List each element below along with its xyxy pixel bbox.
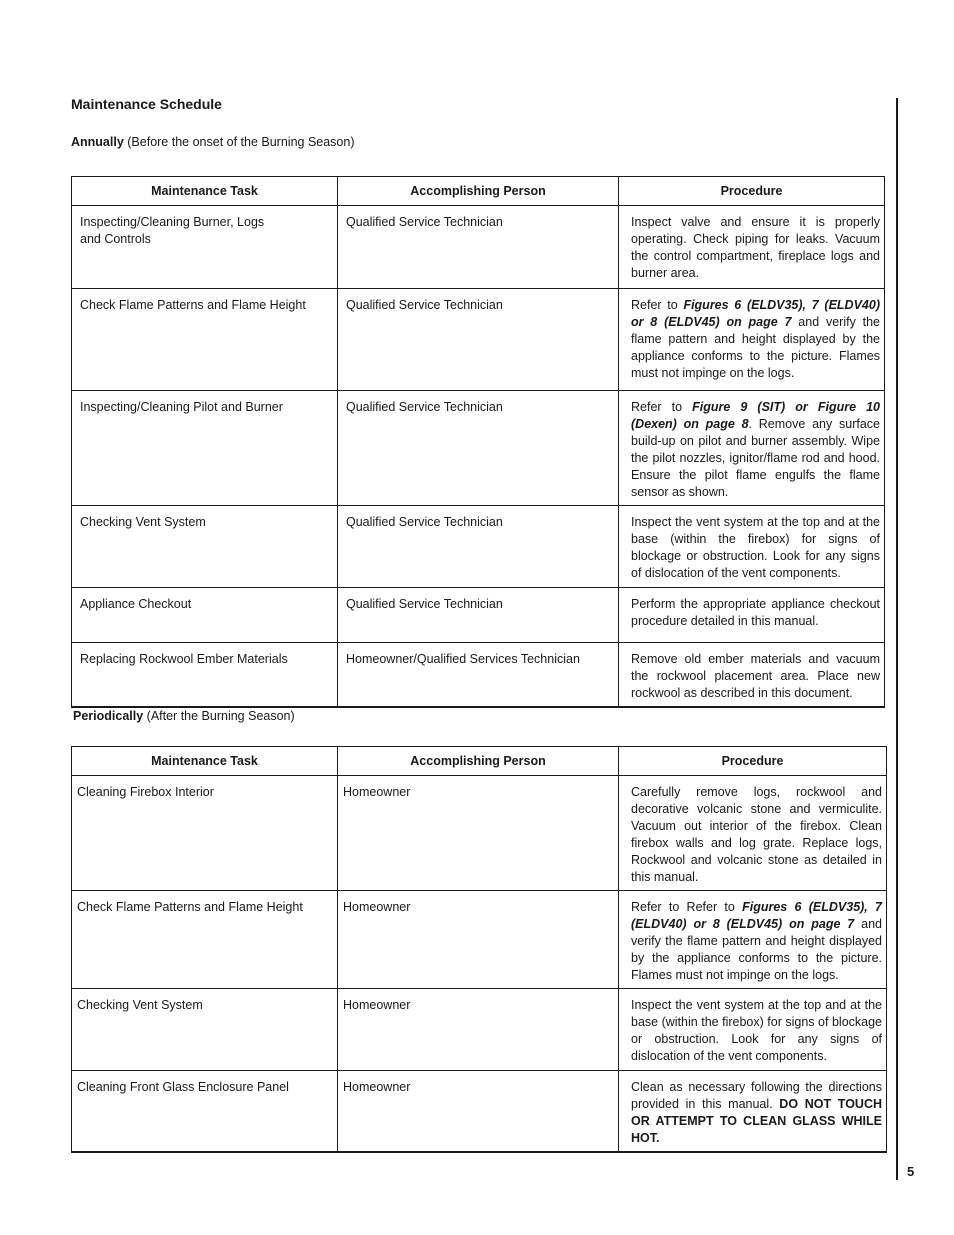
col-header-task: Maintenance Task <box>72 177 338 206</box>
procedure-cell <box>619 1071 887 1153</box>
procedure-cell <box>619 506 885 588</box>
table-row <box>72 643 885 708</box>
procedure-emphasis: Figures 6 (ELDV35), 7 (ELDV40) or 8 (ELDV45) on page 7 <box>631 900 883 931</box>
procedure-text: Carefully remove logs, rockwool and decorative volcanic stone and vermiculite. Vacuum out interior of the firebox. Clean firebox walls and log grate. Replace logs, Rockwool and volcanic stone as detailed in this manual. <box>631 785 882 884</box>
annual-maintenance-table <box>71 176 885 708</box>
annually-label: Annually <box>71 135 124 149</box>
procedure-text: Refer to Refer to <box>631 900 743 914</box>
person-cell: Qualified Service Technician <box>338 506 619 588</box>
annually-note: (Before the onset of the Burning Season) <box>123 135 355 149</box>
person-cell: Homeowner/Qualified Services Technician <box>338 643 619 708</box>
task-cell: Appliance Checkout <box>72 588 338 643</box>
procedure-cell <box>619 776 887 891</box>
col-header-person: Accomplishing Person <box>338 747 619 776</box>
person-cell: Qualified Service Technician <box>338 391 619 506</box>
person-cell: Qualified Service Technician <box>338 206 619 289</box>
periodically-subhead <box>73 709 295 723</box>
col-header-task: Maintenance Task <box>72 747 338 776</box>
col-header-person: Accomplishing Person <box>338 177 619 206</box>
person-cell: Qualified Service Technician <box>338 588 619 643</box>
col-header-procedure: Procedure <box>619 747 887 776</box>
procedure-text: and verify the flame pattern and height displayed by the appliance conforms to the picture. Flames must not impinge on the logs. <box>631 917 882 982</box>
procedure-cell <box>619 391 885 506</box>
table-row <box>72 506 885 588</box>
table-header-row <box>72 747 887 776</box>
task-cell: Inspecting/Cleaning Pilot and Burner <box>72 391 338 506</box>
procedure-text: and verify the flame pattern and height displayed by the appliance conforms to the picture. Flames must not impinge on the logs. <box>631 315 881 380</box>
task-cell: Check Flame Patterns and Flame Height <box>72 891 338 989</box>
section-title: Maintenance Schedule <box>71 96 222 112</box>
table-row <box>72 289 885 391</box>
procedure-emphasis: DO NOT TOUCH OR ATTEMPT TO CLEAN GLASS WHILE HOT. <box>631 1097 882 1145</box>
table-header-row <box>72 177 885 206</box>
person-cell: Homeowner <box>338 891 619 989</box>
procedure-text: . Remove any surface build-up on pilot and burner assembly. Wipe the pilot nozzles, ignitor/flame rod and hood. Ensure the pilot flame engulfs the flame sensor as shown. <box>631 417 880 499</box>
procedure-text: Remove old ember materials and vacuum the rockwool placement area. Place new rockwool as described in this document. <box>631 652 880 700</box>
procedure-text: Inspect the vent system at the top and at the base (within the firebox) for signs of blockage or obstruction. Look for any signs of dislocation of the vent components. <box>631 998 882 1063</box>
periodic-maintenance-table <box>71 746 887 1153</box>
col-header-procedure: Procedure <box>619 177 885 206</box>
procedure-emphasis: Figures 6 (ELDV35), 7 (ELDV40) or 8 (ELDV45) on page 7 <box>631 298 880 329</box>
table-row <box>72 891 887 989</box>
table-row <box>72 391 885 506</box>
procedure-text: Refer to <box>631 298 684 312</box>
person-cell: Qualified Service Technician <box>338 289 619 391</box>
table-row <box>72 206 885 289</box>
task-cell: Checking Vent System <box>72 506 338 588</box>
procedure-cell <box>619 989 887 1071</box>
person-cell: Homeowner <box>338 989 619 1071</box>
procedure-text: Perform the appropriate appliance checkout procedure detailed in this manual. <box>631 597 880 628</box>
periodically-label: Periodically <box>73 709 144 723</box>
table-row <box>72 1071 887 1153</box>
procedure-cell <box>619 643 885 708</box>
procedure-emphasis: Figure 9 (SIT) or Figure 10 (Dexen) on page 8 <box>631 400 881 431</box>
task-cell: Cleaning Firebox Interior <box>72 776 338 891</box>
procedure-cell <box>619 206 885 289</box>
person-cell: Homeowner <box>338 776 619 891</box>
table-row <box>72 588 885 643</box>
procedure-cell <box>619 588 885 643</box>
procedure-text: Inspect valve and ensure it is properly operating. Check piping for leaks. Vacuum the control compartment, fireplace logs and burner area. <box>631 215 880 280</box>
task-cell: Check Flame Patterns and Flame Height <box>72 289 338 391</box>
task-cell: Checking Vent System <box>72 989 338 1071</box>
annually-subhead <box>71 135 355 149</box>
task-cell: Cleaning Front Glass Enclosure Panel <box>72 1071 338 1153</box>
table-row <box>72 989 887 1071</box>
procedure-cell <box>619 891 887 989</box>
margin-rule <box>896 98 898 1180</box>
procedure-text: Inspect the vent system at the top and at the base (within the firebox) for signs of blockage or obstruction. Look for any signs of dislocation of the vent components. <box>631 515 880 580</box>
procedure-cell <box>619 289 885 391</box>
task-cell: Inspecting/Cleaning Burner, Logs and Controls <box>72 206 338 289</box>
periodically-note: (After the Burning Season) <box>143 709 295 723</box>
table-row <box>72 776 887 891</box>
task-cell: Replacing Rockwool Ember Materials <box>72 643 338 708</box>
procedure-text: Clean as necessary following the directions provided in this manual. <box>631 1080 882 1111</box>
person-cell: Homeowner <box>338 1071 619 1153</box>
page-number: 5 <box>907 1164 915 1179</box>
procedure-text: Refer to <box>631 400 693 414</box>
